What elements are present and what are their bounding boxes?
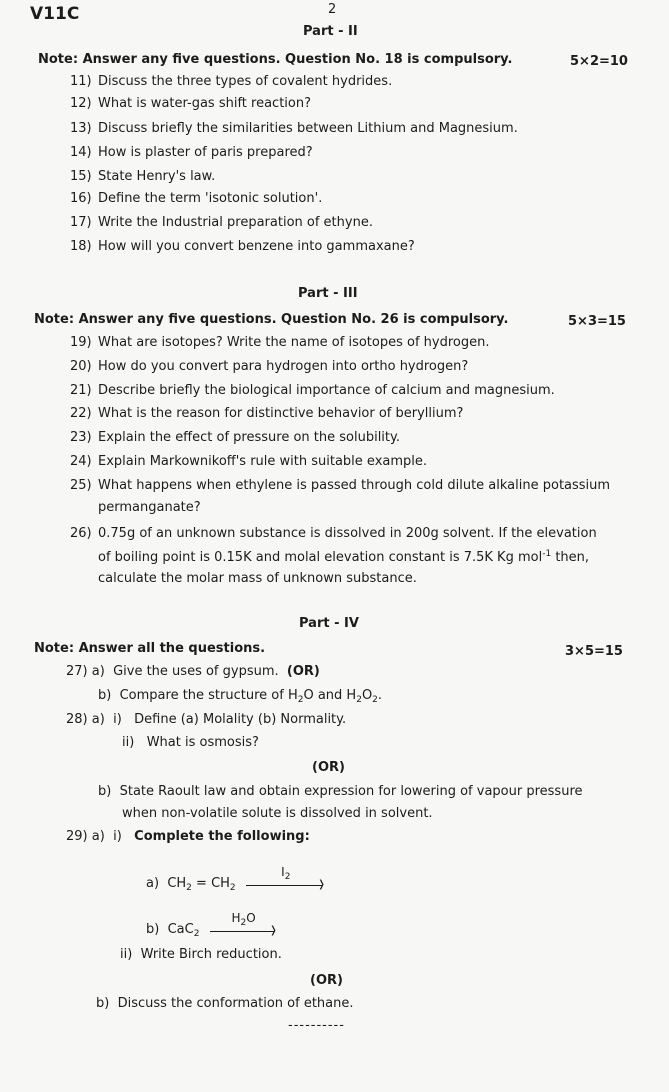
part-3-title: Part - III xyxy=(298,286,358,301)
question-18: 18) How will you convert benzene into gammaxane? xyxy=(70,239,415,254)
question-11: 11) Discuss the three types of covalent hydrides. xyxy=(70,74,393,89)
question-17: 17) Write the Industrial preparation of ethyne. xyxy=(70,215,373,230)
part-3-marks: 5×3=15 xyxy=(568,314,626,329)
question-20: 20) How do you convert para hydrogen into ortho hydrogen? xyxy=(70,359,469,374)
question-14: 14) How is plaster of paris prepared? xyxy=(70,145,313,160)
question-16: 16) Define the term 'isotonic solution'. xyxy=(70,191,323,206)
end-line: ---------- xyxy=(288,1018,345,1033)
reaction-arrow: $I_2$ ❭ xyxy=(246,877,326,891)
question-29b: b) Discuss the conformation of ethane. xyxy=(96,996,354,1011)
reaction-1: a) $CH_2 = CH_2$ $I_2$ ❭ xyxy=(146,864,326,893)
paper-code: V11C xyxy=(30,4,80,24)
question-22: 22) What is the reason for distinctive behavior of beryllium? xyxy=(70,406,464,421)
reaction-arrow: $H_2O$ ❭ xyxy=(210,923,278,937)
question-24: 24) Explain Markownikoff's rule with suitable example. xyxy=(70,454,428,469)
question-25: 25) What happens when ethylene is passed through cold dilute alkaline potassium xyxy=(70,478,611,493)
question-27a: 27) a) Give the uses of gypsum. (OR) xyxy=(66,664,320,679)
question-28-or: (OR) xyxy=(312,760,345,775)
page-number: 2 xyxy=(328,2,337,17)
question-26-cont-a: of boiling point is 0.15K and molal elevation constant is 7.5K Kg mol$^{-1}$ then, xyxy=(98,549,590,565)
question-28a-i: 28) a) i) Define (a) Molality (b) Normality. xyxy=(66,712,347,727)
question-28a-ii: ii) What is osmosis? xyxy=(122,735,259,750)
reaction-2: b) CaC$_2$ $H_2O$ ❭ xyxy=(146,910,278,939)
question-19: 19) What are isotopes? Write the name of isotopes of hydrogen. xyxy=(70,335,490,350)
question-28b: b) State Raoult law and obtain expression for lowering of vapour pressure xyxy=(98,784,583,799)
question-28b-cont: when non-volatile solute is dissolved in solvent. xyxy=(122,806,433,821)
question-13: 13) Discuss briefly the similarities between Lithium and Magnesium. xyxy=(70,121,518,136)
question-26: 26) 0.75g of an unknown substance is dissolved in 200g solvent. If the elevation xyxy=(70,526,597,541)
question-15: 15) State Henry's law. xyxy=(70,169,216,184)
question-29-or: (OR) xyxy=(310,973,343,988)
question-29a-ii: ii) Write Birch reduction. xyxy=(120,947,282,962)
part-4-marks: 3×5=15 xyxy=(565,644,623,659)
question-23: 23) Explain the effect of pressure on the solubility. xyxy=(70,430,400,445)
question-21: 21) Describe briefly the biological importance of calcium and magnesium. xyxy=(70,383,555,398)
part-2-note: Note: Answer any five questions. Question No. 18 is compulsory. xyxy=(38,52,513,67)
question-26-cont-b: calculate the molar mass of unknown substance. xyxy=(98,571,417,586)
part-2-title: Part - II xyxy=(303,24,358,39)
question-25-cont: permanganate? xyxy=(98,500,201,515)
part-3-note: Note: Answer any five questions. Question No. 26 is compulsory. xyxy=(34,312,509,327)
question-29a-i: 29) a) i) Complete the following: xyxy=(66,829,310,844)
question-27b: b) Compare the structure of $H_2O$ and $H_2O_2$. xyxy=(98,688,383,705)
part-2-marks: 5×2=10 xyxy=(570,54,628,69)
part-4-note: Note: Answer all the questions. xyxy=(34,641,266,656)
part-4-title: Part - IV xyxy=(299,616,359,631)
question-12: 12) What is water-gas shift reaction? xyxy=(70,96,312,111)
